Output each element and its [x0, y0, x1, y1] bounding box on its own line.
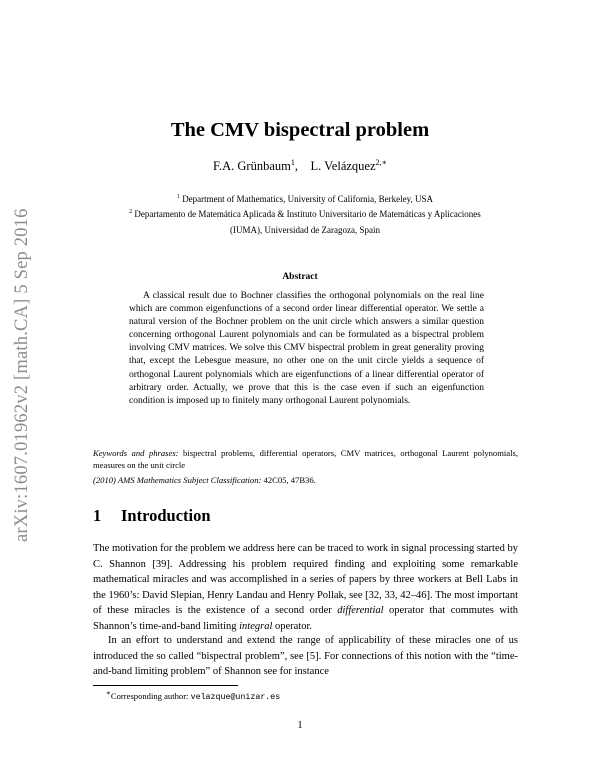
footnote-email: velazque@unizar.es [190, 692, 281, 702]
msc-text: 42C05, 47B36. [263, 475, 316, 485]
body-paragraph: In an effort to understand and extend the range of applicability of these miracles one of us introduced the so called “bispectral problem”, see [5]. For connections of this notion with the “time-and-band limiting problem” of Shannon see for instance [93, 635, 518, 677]
paper-title: The CMV bispectral problem [170, 119, 430, 141]
affiliation-text: (IUMA), Universidad de Zaragoza, Spain [230, 225, 380, 235]
arxiv-identifier: arXiv:1607.01962v2 [math.CA] 5 Sep 2016 [12, 208, 32, 542]
abstract-heading: Abstract [282, 272, 318, 282]
section-heading [93, 506, 211, 526]
author-name: L. Velázquez [310, 159, 376, 174]
affiliation-text: Department of Mathematics, University of California, Berkeley, USA [182, 194, 434, 204]
footnote [106, 688, 280, 702]
author-mark: 1 [290, 158, 295, 167]
msc-classification [93, 475, 518, 487]
msc-label: (2010) AMS Mathematics Subject Classification: [93, 475, 262, 485]
section-title: Introduction [121, 506, 211, 525]
keywords [93, 448, 518, 471]
footnote-rule [93, 685, 238, 686]
author-mark: 2,∗ [375, 158, 387, 167]
section-number: 1 [93, 506, 102, 525]
footnote-label: Corresponding author: [110, 690, 191, 701]
author-name: F.A. Grünbaum [213, 159, 291, 174]
page-number: 1 [297, 720, 303, 731]
body-paragraph: The motivation for the problem we address here can be traced to work in signal processing started by C. Shannon [39]. Addressing his problem required finding and exploiting some remarkable mathematical miracles and was accomplished in a series of papers by three workers at Bell Labs in the 1960’s: David Slepian, Henry Landau and Henry Pollak, see [32, 33, 42–46]. The most important of these miracles is the existence of a second order differential operator that commutes with Shannon’s time-and-band limiting integral operator. [93, 543, 519, 632]
keywords-text: bispectral problems, differential operators, CMV matrices, orthogonal Laurent polynomials, measures on the unit circle [93, 448, 518, 470]
affiliation-mark: 2 [129, 209, 133, 215]
footnote-mark: ∗ [106, 689, 111, 697]
abstract-text: A classical result due to Bochner classifies the orthogonal polynomials on the real line which are common eigenfunctions of a second order linear differential operator. We settle a natural version of the Bochner problem on the unit circle which answers a similar question concerning orthogonal Laurent polynomials and can be formulated as a bispectral problem involving CMV matrices. We solve this CMV bispectral problem in great generality proving that, except the Lebesgue measure, no other one on the unit circle yields a sequence of orthogonal Laurent polynomials which are eigenfunctions of a linear differential operator of arbitrary order. Actually, we prove that this is the case even if such an eigenfunction condition is imposed up to finitely many orthogonal Laurent polynomials. [129, 291, 484, 406]
affiliation-text: Departamento de Matemática Aplicada & Instituto Universitario de Matemáticas y Aplicaciones [134, 209, 481, 219]
affiliation-mark: 1 [176, 194, 180, 200]
affiliation-2 [60, 204, 550, 238]
author-line: F.A. Grünbaum$^1$, L. Velázquez$^{2,∗}$ [213, 158, 387, 174]
keywords-label: Keywords and phrases: [93, 448, 179, 458]
